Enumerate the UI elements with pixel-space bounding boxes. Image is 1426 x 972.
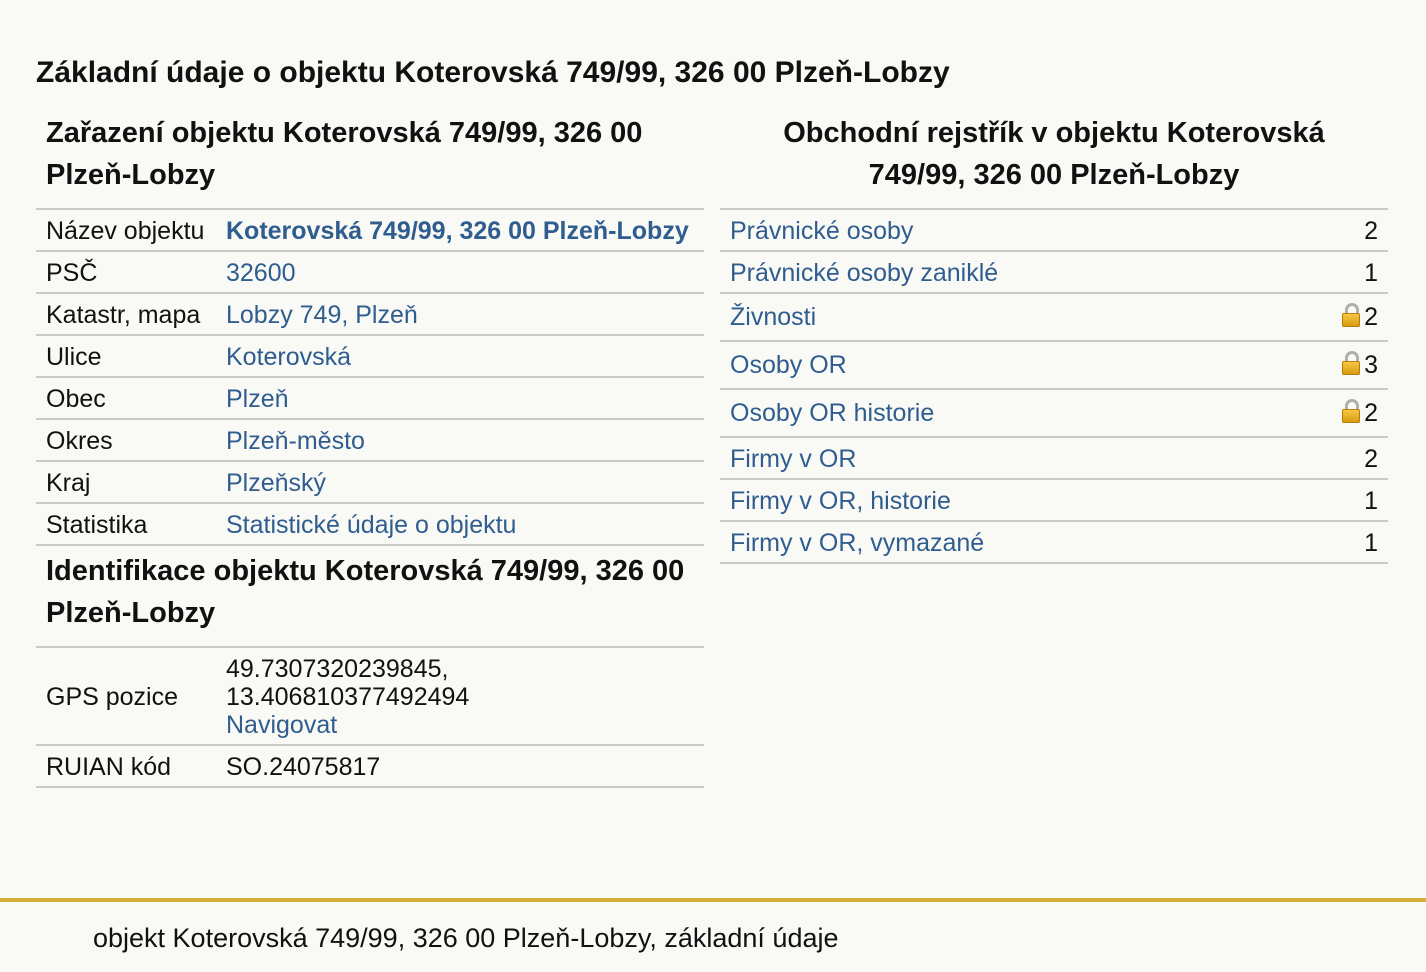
obec-link[interactable]: Plzeň [226, 385, 289, 413]
table-row [720, 293, 1388, 341]
navigovat-link[interactable]: Navigovat [226, 711, 338, 739]
row-label: Název objektu [36, 209, 216, 251]
gps-value [216, 647, 704, 745]
table-row [36, 745, 704, 787]
obchodni-rejstrik-table [720, 208, 1388, 564]
pravnicke-osoby-link[interactable]: Právnické osoby [730, 217, 914, 245]
left-column [36, 112, 704, 788]
firmy-v-or-historie-link[interactable]: Firmy v OR, historie [730, 487, 951, 515]
row-count: 1 [1364, 487, 1378, 515]
table-row [36, 335, 704, 377]
row-label: RUIAN kód [36, 745, 216, 787]
katastr-link[interactable]: Lobzy 749, Plzeň [226, 301, 418, 329]
row-label: Kraj [36, 461, 216, 503]
obchodni-rejstrik-title: Obchodní rejstřík v objektu Koterovská 749/99, 326 00 Plzeň-Lobzy [783, 117, 1325, 191]
table-row [720, 209, 1388, 251]
table-row [36, 293, 704, 335]
row-label: Katastr, mapa [36, 293, 216, 335]
lock-icon [1342, 351, 1360, 375]
row-count: 3 [1364, 351, 1378, 379]
osoby-or-link[interactable]: Osoby OR [730, 351, 847, 379]
table-row [36, 209, 704, 251]
table-row [36, 647, 704, 745]
row-count: 2 [1364, 445, 1378, 473]
page-title: Základní údaje o objektu Koterovská 749/99, 326 00 Plzeň-Lobzy [36, 56, 950, 89]
identifikace-title: Identifikace objektu Koterovská 749/99, 326 00 Plzeň-Lobzy [46, 555, 685, 629]
table-row [720, 479, 1388, 521]
gps-latitude: 49.7307320239845, [226, 655, 449, 683]
row-label: Obec [36, 377, 216, 419]
nazev-objektu-link[interactable]: Koterovská 749/99, 326 00 Plzeň-Lobzy [226, 217, 689, 245]
zarazeni-title: Zařazení objektu Koterovská 749/99, 326 00 Plzeň-Lobzy [46, 117, 643, 191]
row-count: 2 [1364, 399, 1378, 427]
row-label: GPS pozice [36, 647, 216, 745]
row-label: PSČ [36, 251, 216, 293]
table-row [36, 503, 704, 545]
okres-link[interactable]: Plzeň-město [226, 427, 365, 455]
pravnicke-osoby-zanikle-link[interactable]: Právnické osoby zaniklé [730, 259, 999, 287]
row-count: 2 [1364, 217, 1378, 245]
table-row [36, 251, 704, 293]
row-label: Statistika [36, 503, 216, 545]
statistika-link[interactable]: Statistické údaje o objektu [226, 511, 517, 539]
row-count: 1 [1364, 259, 1378, 287]
row-label: Okres [36, 419, 216, 461]
identifikace-table [36, 646, 704, 788]
table-row [720, 251, 1388, 293]
footer-divider [0, 898, 1426, 902]
psc-link[interactable]: 32600 [226, 259, 296, 287]
zivnosti-link[interactable]: Živnosti [730, 303, 817, 331]
ulice-link[interactable]: Koterovská [226, 343, 352, 371]
kraj-link[interactable]: Plzeňský [226, 469, 327, 497]
firmy-v-or-link[interactable]: Firmy v OR [730, 445, 857, 473]
table-row [36, 377, 704, 419]
footer-text: objekt Koterovská 749/99, 326 00 Plzeň-Lobzy, základní údaje [93, 923, 839, 953]
lock-icon [1342, 303, 1360, 327]
table-row [36, 461, 704, 503]
gps-longitude: 13.406810377492494 [226, 683, 470, 711]
osoby-or-historie-link[interactable]: Osoby OR historie [730, 399, 935, 427]
right-column [720, 112, 1388, 564]
table-row [720, 341, 1388, 389]
zarazeni-table [36, 208, 704, 546]
table-row [720, 437, 1388, 479]
row-count: 2 [1364, 303, 1378, 331]
table-row [720, 389, 1388, 437]
ruian-value: SO.24075817 [216, 745, 704, 787]
lock-icon [1342, 399, 1360, 423]
table-row [720, 521, 1388, 563]
firmy-v-or-vymazane-link[interactable]: Firmy v OR, vymazané [730, 529, 985, 557]
table-row [36, 419, 704, 461]
row-count: 1 [1364, 529, 1378, 557]
row-label: Ulice [36, 335, 216, 377]
